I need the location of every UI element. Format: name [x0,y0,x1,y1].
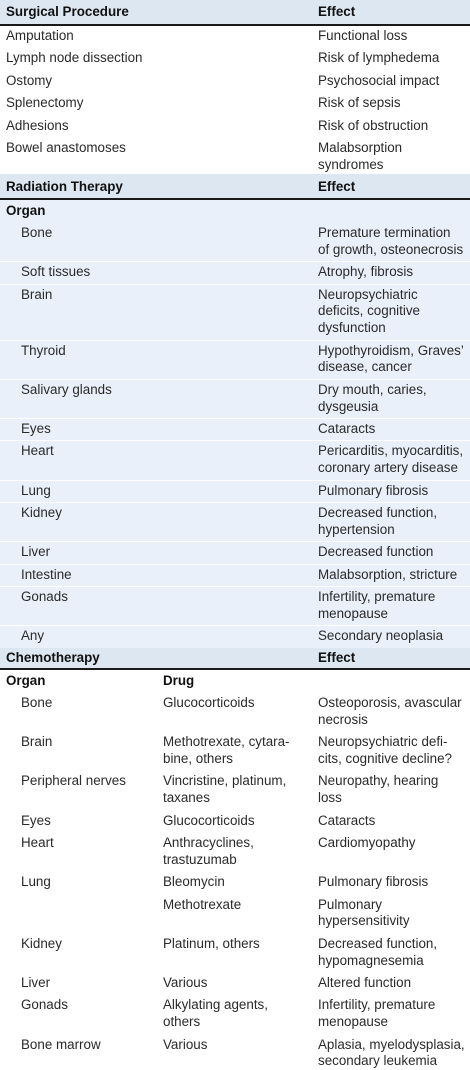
chemo-effect-cell [318,695,462,729]
chemo-organ-cell: Lung [21,874,51,890]
chemo-organ-cell: Kidney [21,935,62,951]
surgical-row [0,95,470,112]
chemo-drug-cell [163,734,290,768]
chemo-effect-cell-line: menopause [318,1014,388,1030]
radiation-row-separator [0,418,470,419]
surgical-header-rule [0,24,470,26]
radiation-organ-cell: Lung [21,482,51,498]
radiation-header-rule [0,198,470,200]
radiation-effect-cell-line: dysfunction [318,320,386,336]
chemo-effect-cell-line: hypomagnesemia [318,952,424,968]
surgical-procedure-cell: Amputation [6,28,74,43]
radiation-effect-cell-line: Decreased function [318,544,434,560]
surgical-procedure-cell: Lymph node dissection [6,50,143,66]
chemo-drug-cell [163,936,260,953]
radiation-effect-cell-line: Malabsorption, stricture [318,566,458,582]
radiation-row-separator [0,502,470,503]
surgical-effect-cell-line: syndromes [318,156,384,172]
radiation-organ-cell: Heart [21,443,54,459]
chemo-organ-cell: Bone [21,695,53,710]
radiation-row [0,505,470,539]
radiation-row [0,483,470,500]
radiation-effect-cell [318,443,463,477]
radiation-effect-cell [318,628,443,645]
chemo-effect-cell-line: necrosis [318,711,368,727]
radiation-effect-cell-line: Neuropsychiatric [318,286,418,302]
radiation-effect-cell [318,264,413,281]
radiation-row [0,443,470,477]
radiation-organ-cell: Eyes [21,421,51,436]
radiation-row [0,567,470,584]
chemo-drug-cell-line: Methotrexate [163,896,242,912]
chemo-row [0,813,470,830]
radiation-effect-cell-line: Hypothyroidism, Graves’ [318,342,464,358]
radiation-organ-label: Organ [6,203,46,218]
radiation-effect-cell [318,343,464,377]
radiation-organ-cell: Thyroid [21,342,66,358]
chemo-drug-cell-line: Bleomycin [163,874,225,890]
chemo-drug-cell-line: Alkylating agents, [163,997,268,1013]
radiation-effect-cell [318,225,463,259]
radiation-effect-cell-line: coronary artery disease [318,460,458,476]
radiation-effect-cell [318,544,433,561]
chemo-drug-label: Drug [163,673,195,688]
radiation-row-separator [0,625,470,626]
surgical-effect-cell [318,50,439,67]
radiation-effect-cell-line: disease, cancer [318,359,412,375]
surgical-effect-cell [318,28,407,45]
chemo-effect-cell-line: Pulmonary [318,896,383,912]
chemo-drug-cell-line: taxanes [163,790,210,806]
chemo-drug-cell [163,874,225,891]
chemo-row [0,936,470,970]
chemo-drug-cell-line: Methotrexate, cytara- [163,734,290,750]
surgical-procedure-cell: Adhesions [6,117,69,133]
chemo-drug-cell-line: others [163,1014,201,1030]
chemo-row [0,975,470,992]
radiation-organ-cell: Bone [21,225,53,240]
surgical-effect-cell-line: Risk of lymphedema [318,50,440,66]
radiation-row-separator [0,440,470,441]
chemo-effect-cell [318,975,411,992]
radiation-effect-cell [318,421,375,438]
radiation-effect-cell-line: Dry mouth, caries, [318,381,427,397]
radiation-effect-cell-line: Atrophy, fibrosis [318,264,414,280]
chemo-drug-cell [163,835,254,869]
radiation-organ-cell: Salivary glands [21,381,112,397]
chemo-row [0,997,470,1031]
radiation-organ-cell: Soft tissues [21,264,91,280]
surgical-effect-cell-line: Risk of obstruction [318,117,429,133]
chemo-effect-cell-line: Osteoporosis, avascular [318,695,462,710]
surgical-effect-cell [318,140,402,174]
surgical-effect-cell-line: Psychosocial impact [318,72,440,88]
chemo-effect-cell-line: Infertility, premature [318,997,436,1013]
radiation-effect-cell-line: Decreased function, [318,505,438,520]
radiation-organ-cell: Brain [21,286,53,302]
surgical-effect-cell-line: Malabsorption [318,140,403,155]
chemo-row [0,874,470,891]
chemo-row [0,1037,470,1070]
surgical-effect-cell [318,73,439,90]
radiation-effect-cell [318,287,420,337]
radiation-effect-cell [318,505,437,539]
chemo-effect-cell-line: loss [318,790,342,806]
chemo-row [0,695,470,729]
chemo-drug-cell [163,997,268,1031]
radiation-effect-cell-line: Cataracts [318,421,376,436]
radiation-row [0,287,470,337]
chemo-effect-cell [318,835,416,852]
radiation-effect-cell-line: hypertension [318,521,395,537]
surgical-row [0,140,470,174]
radiation-effect-cell-line: Infertility, premature [318,589,436,604]
chemo-effect-cell [318,874,428,891]
chemo-effect-cell-line: hypersensitivity [318,913,410,929]
chemo-effect-cell-line: Cataracts [318,812,376,828]
chemo-header-effect: Effect [318,650,356,665]
chemo-row [0,734,470,768]
radiation-organ-cell: Gonads [21,589,68,604]
chemo-organ-cell: Gonads [21,997,68,1013]
chemo-effect-cell-line: Cardiomyopathy [318,835,416,850]
radiation-effect-cell [318,589,435,623]
radiation-effect-cell-line: dysgeusia [318,398,379,414]
radiation-row-separator [0,541,470,542]
radiation-row [0,421,470,438]
radiation-header-title: Radiation Therapy [6,179,123,194]
chemo-drug-cell-line: Glucocorticoids [163,695,255,710]
chemo-drug-cell-line: Glucocorticoids [163,812,255,828]
surgical-row [0,50,470,67]
radiation-row [0,343,470,377]
chemo-effect-cell [318,1037,465,1070]
radiation-organ-cell: Liver [21,544,51,560]
radiation-row-separator [0,586,470,587]
chemo-effect-cell-line: Decreased function, [318,935,438,951]
chemo-drug-cell [163,773,286,807]
radiation-row [0,264,470,281]
radiation-effect-cell [318,483,428,500]
radiation-row [0,225,470,259]
chemo-organ-cell: Bone marrow [21,1036,101,1052]
chemo-organ-cell: Heart [21,835,54,850]
radiation-header-effect: Effect [318,179,356,194]
surgical-effect-cell [318,95,401,112]
radiation-row-separator [0,284,470,285]
chemo-drug-cell [163,975,207,992]
chemo-effect-cell-line: Neuropsychiatric defi- [318,734,448,750]
surgical-effect-cell-line: Risk of sepsis [318,95,401,111]
chemo-row [0,835,470,869]
radiation-effect-cell [318,567,457,584]
surgical-procedure-cell: Bowel anastomoses [6,140,126,155]
chemo-effect-cell [318,813,375,830]
chemo-organ-cell: Eyes [21,812,51,828]
surgical-procedure-cell: Ostomy [6,72,53,88]
chemo-header-rule [0,668,470,670]
surgical-row [0,73,470,90]
surgical-row [0,118,470,135]
chemo-drug-cell-line: Various [163,1036,208,1052]
radiation-effect-cell-line: deficits, cognitive [318,303,420,319]
radiation-row-separator [0,340,470,341]
radiation-effect-cell [318,382,427,416]
chemo-effect-cell-line: Aplasia, myelodysplasia, [318,1036,465,1052]
radiation-row [0,628,470,645]
chemo-drug-cell [163,897,241,914]
surgical-effect-cell-line: Functional loss [318,28,408,43]
radiation-row-separator [0,261,470,262]
chemo-effect-cell-line: cits, cognitive decline? [318,750,452,766]
chemo-organ-cell: Peripheral nerves [21,773,126,789]
chemo-row [0,773,470,807]
surgical-header-effect: Effect [318,4,356,19]
radiation-row-separator [0,564,470,565]
radiation-row [0,589,470,623]
radiation-row [0,382,470,416]
chemo-drug-cell-line: Platinum, others [163,935,260,951]
surgical-header-procedure: Surgical Procedure [6,4,129,19]
chemo-effect-cell [318,936,437,970]
chemo-drug-cell-line: trastuzumab [163,851,237,867]
chemo-drug-cell [163,695,255,712]
radiation-row-separator [0,379,470,380]
chemo-effect-cell [318,773,438,807]
chemo-drug-cell-line: Vincristine, platinum, [163,773,287,789]
chemo-drug-cell-line: Various [163,975,208,990]
radiation-effect-cell-line: Pericarditis, myocarditis, [318,443,464,459]
chemo-effect-cell [318,734,452,768]
radiation-organ-cell: Any [21,628,45,644]
radiation-organ-cell: Kidney [21,505,62,520]
chemo-organ-label: Organ [6,673,46,688]
surgical-procedure-cell: Splenectomy [6,95,84,111]
chemo-effect-cell [318,897,410,931]
radiation-effect-cell-line: Pulmonary fibrosis [318,482,429,498]
chemo-drug-cell-line: bine, others [163,750,233,766]
radiation-organ-cell: Intestine [21,566,72,582]
chemo-row [0,897,470,931]
chemo-effect-cell-line: Pulmonary fibrosis [318,874,429,890]
chemo-effect-cell-line: secondary leukemia [318,1053,438,1069]
radiation-effect-cell-line: of growth, osteonecrosis [318,241,464,257]
surgical-row [0,28,470,45]
chemo-organ-cell: Liver [21,975,51,990]
chemo-effect-cell-line: Altered function [318,975,412,990]
chemo-header-title: Chemotherapy [6,650,100,665]
radiation-row-separator [0,480,470,481]
radiation-effect-cell-line: menopause [318,605,388,621]
radiation-effect-cell-line: Secondary neoplasia [318,628,444,644]
chemo-effect-cell [318,997,435,1031]
radiation-row [0,544,470,561]
chemo-organ-cell: Brain [21,734,53,750]
chemo-drug-cell [163,813,255,830]
chemo-drug-cell-line: Anthracyclines, [163,835,254,850]
chemo-drug-cell [163,1037,207,1054]
surgical-effect-cell [318,118,428,135]
chemo-effect-cell-line: Neuropathy, hearing [318,773,439,789]
radiation-effect-cell-line: Premature termination [318,225,451,240]
